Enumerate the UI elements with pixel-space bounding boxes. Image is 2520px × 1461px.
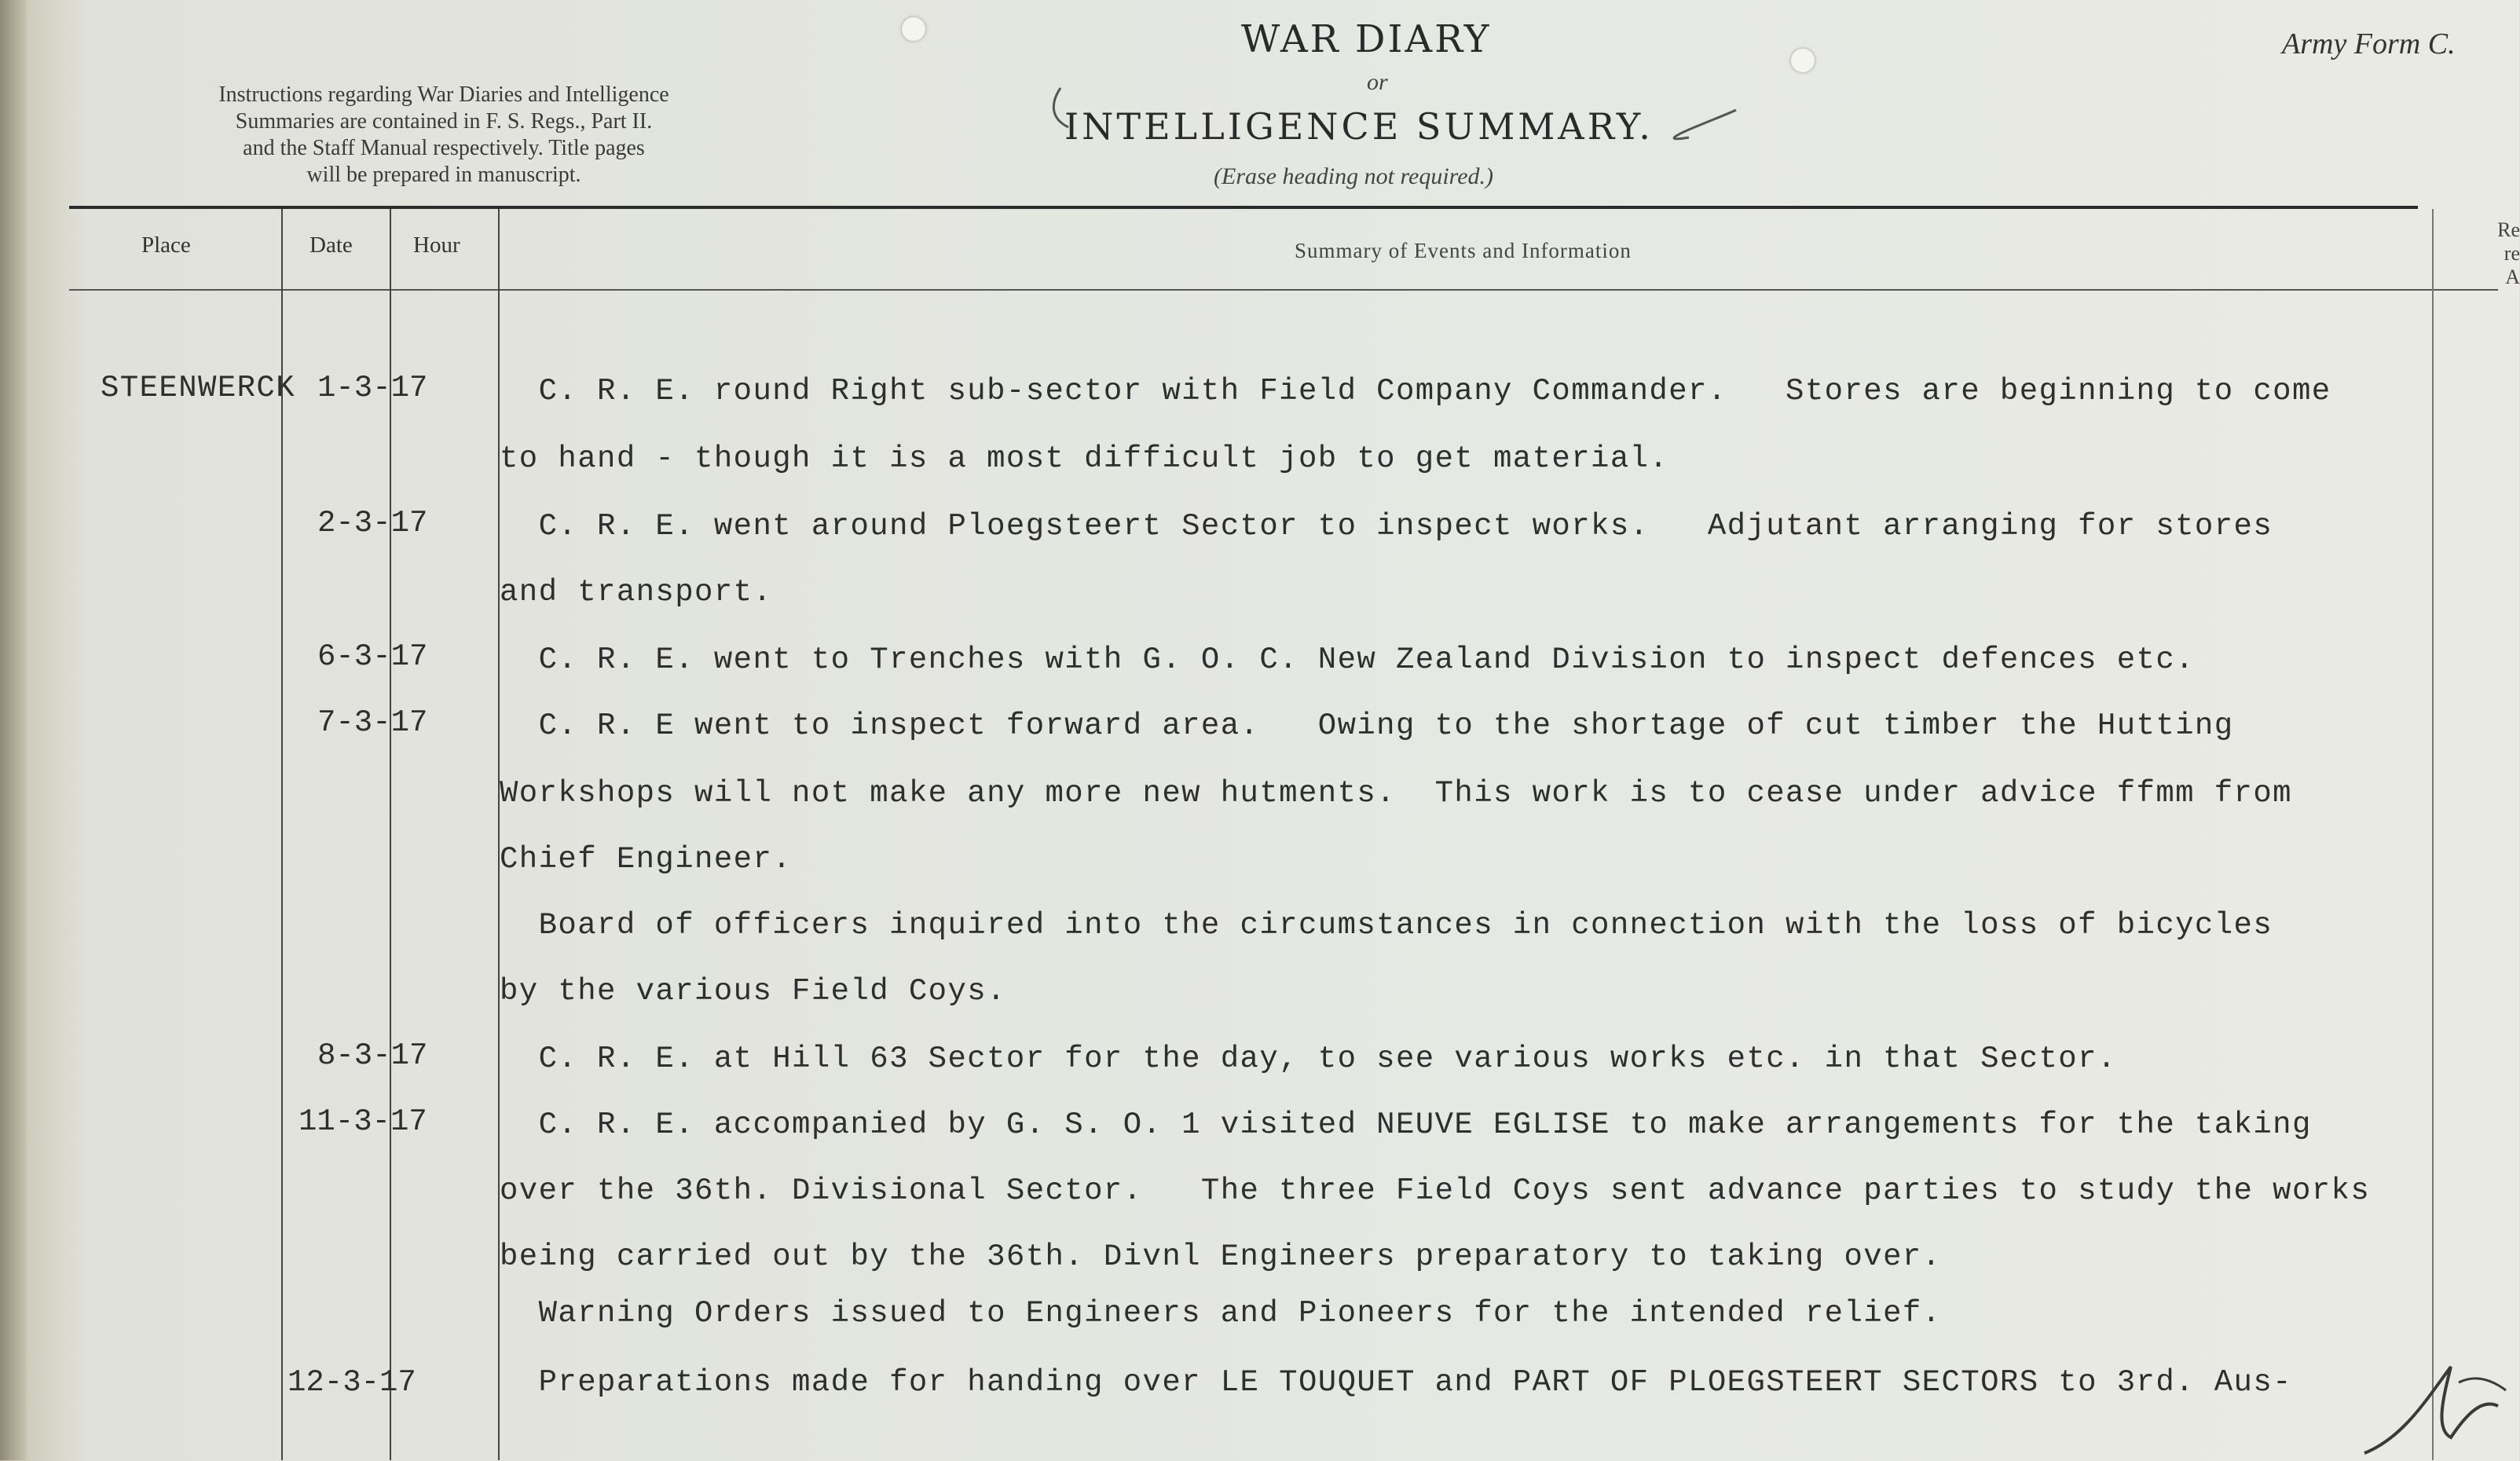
column-remarks [2473,218,2520,289]
summary-line: over the 36th. Divisional Sector. The three Field Coys sent advance parties to study the works [500,1174,2371,1208]
entry-place: STEENWERCK [101,371,296,405]
army-form-label: Army Form C. [2282,27,2456,60]
column-head-rule [69,289,2498,291]
summary-line: and transport. [500,575,773,610]
instructions-line: Summaries are contained in F. S. Regs., Part II. [235,109,653,134]
column-summary: Summary of Events and Information [1295,239,1632,262]
summary-line: C. R. E. at Hill 63 Sector for the day, to see various works etc. in that Sector. [500,1042,2117,1076]
summary-line: Warning Orders issued to Engineers and Pioneers for the intended relief. [500,1296,1942,1331]
column-date: Date [310,233,353,258]
pin-hole [1791,49,1815,72]
column-divider [2432,209,2434,1460]
instructions-line: will be prepared in manuscript. [306,163,581,187]
entry-date: 12-3-17 [288,1365,416,1400]
page-edge-shadow [0,0,27,1460]
entry-date: 1-3-17 [317,371,428,405]
remarks-fragment: re [2504,242,2520,265]
instructions-line: and the Staff Manual respectively. Title pages [243,136,645,160]
page-subtitle: INTELLIGENCE SUMMARY. [1064,105,1654,148]
entry-date: 7-3-17 [317,705,428,740]
summary-line: C. R. E. went to Trenches with G. O. C. New Zealand Division to inspect defences etc. [500,643,2195,677]
instructions-line: Instructions regarding War Diaries and Intelligence [218,82,669,107]
signature-mark [2357,1351,2514,1461]
summary-line: Board of officers inquired into the circumstances in connection with the loss of bicycles [500,908,2273,943]
title-or: or [1367,69,1388,95]
header-rule [69,206,2418,209]
column-place: Place [141,233,191,258]
summary-line: Preparations made for handing over LE TOUQUET and PART OF PLOEGSTEERT SECTORS to 3rd. Aus- [500,1365,2292,1400]
summary-line: C. R. E. round Right sub-sector with Field Company Commander. Stores are beginning to come [500,374,2331,408]
entry-date: 11-3-17 [299,1104,427,1139]
summary-line: Chief Engineer. [500,842,793,877]
remarks-fragment: Re [2497,218,2520,241]
instructions-block [134,82,754,189]
summary-line: C. R. E. went around Ploegsteert Sector to inspect works. Adjutant arranging for stores [500,509,2273,544]
entry-date: 6-3-17 [317,639,428,674]
pin-hole [902,17,925,41]
pencil-mark [1045,79,1736,157]
erase-note: (Erase heading not required.) [1214,163,1494,189]
page-title: WAR DIARY [1241,17,1492,61]
summary-line: C. R. E. accompanied by G. S. O. 1 visited NEUVE EGLISE to make arrangements for the taking [500,1108,2312,1142]
summary-line: by the various Field Coys. [500,974,1006,1009]
entry-date: 8-3-17 [317,1038,428,1073]
entry-date: 2-3-17 [317,506,428,540]
summary-line: C. R. E went to inspect forward area. Owing to the shortage of cut timber the Hutting [500,709,2234,743]
remarks-fragment: A [2505,265,2520,288]
summary-line: to hand - though it is a most difficult job to get material. [500,441,1669,476]
summary-line: Workshops will not make any more new hutments. This work is to cease under advice ffmm from [500,776,2292,811]
summary-line: being carried out by the 36th. Divnl Engineers preparatory to taking over. [500,1239,1942,1274]
column-hour: Hour [413,233,460,258]
